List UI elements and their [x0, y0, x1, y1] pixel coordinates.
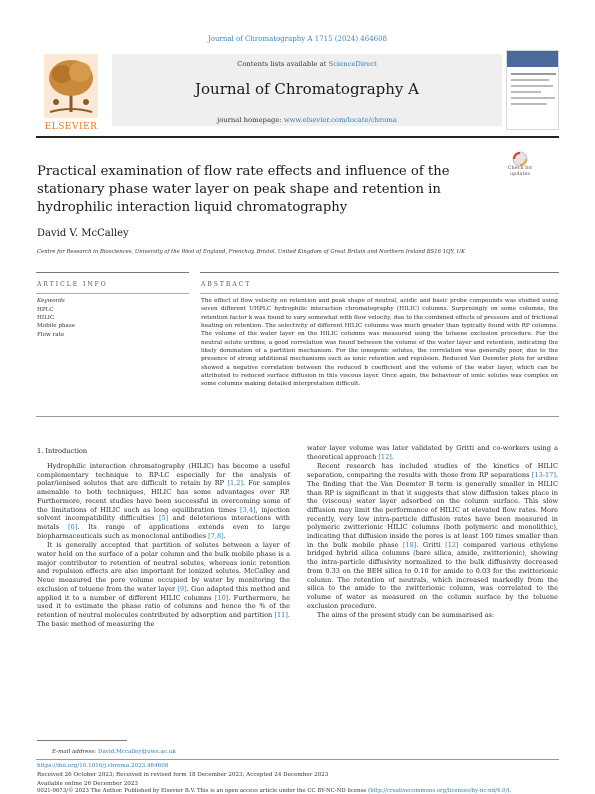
paragraph-text: . The finding that the Van Deemter B term is generally smaller in HILIC than RP is significant in that it suggests that slow diffusion takes place in the (viscous) water layer adsorbed on the column surface. This slow diffusion may limit the performance of HILIC at elevated flow rates. More recently, very low intra-particle diffusion rates have been measured in polymeric zwitterionic HILIC columns (both polymeric and monolithic), indicating that diffusion inside the pores is at least 100 times smaller than in the bulk mobile phase [307, 471, 558, 549]
paragraph-text: . Its range of applications extends even to large biopharmaceuticals such as monoclonal antibodies [37, 522, 290, 540]
paragraph-text: . Gritti [416, 540, 446, 549]
journal-homepage-line [112, 116, 502, 124]
journal-homepage-link[interactable]: www.elsevier.com/locate/chroma [283, 116, 397, 124]
paragraph-text: water layer volume was later validated by Gritti and co-workers using a theoretical approach [307, 444, 558, 461]
article-info-heading: ARTICLE INFO [37, 281, 108, 288]
body-paragraph [37, 541, 290, 628]
footer-rule [36, 759, 559, 760]
email-link[interactable]: David.Mccalley@uwe.ac.uk [97, 749, 176, 755]
abstract-subrule [200, 293, 559, 294]
check-for-updates-label[interactable]: Check for updates [507, 165, 533, 177]
citation-link[interactable]: [13-17] [531, 471, 556, 480]
citation-link[interactable]: [18] [402, 540, 417, 549]
license-prefix: 0021-9673/© 2023 The Author. Published by Elsevier B.V. This is an open access article under the CC BY-NC-ND license ( [37, 788, 371, 794]
article-title: Practical examination of flow rate effects and influence of the stationary phase water layer on peak shape and retention in hydrophilic interaction liquid chromatography [37, 164, 450, 215]
body-left-column [37, 462, 290, 629]
doi-link[interactable]: https://doi.org/10.1016/j.chroma.2023.464608 [37, 763, 169, 769]
citation-link[interactable]: [5] [158, 514, 169, 523]
citation-link[interactable]: [9] [177, 584, 187, 593]
sciencedirect-link[interactable]: ScienceDirect [328, 60, 377, 68]
abstract-rule [200, 272, 559, 273]
article-info-subrule [36, 293, 189, 294]
abstract-heading: ABSTRACT [201, 281, 252, 288]
contents-availability-line [112, 60, 502, 68]
paragraph-text: . The basic method of measuring the [37, 610, 290, 628]
footnote-divider [37, 740, 127, 741]
paragraph-text: . [391, 452, 394, 461]
body-paragraph [307, 462, 558, 610]
elsevier-wordmark: ELSEVIER [44, 122, 98, 132]
keyword-item: HILIC [37, 315, 55, 322]
body-paragraph [307, 611, 558, 620]
author-name[interactable]: David V. McCalley [37, 228, 129, 239]
author-affiliation: Centre for Research in Biosciences, University of the West of England, Frenchay, Bristol, United Kingdom of Great Britain and Northern Ireland BS16 1QY, UK [37, 249, 466, 255]
paragraph-text: compared various ethylene bridged hybrid silica columns (bare silica, amide, zwitterionic), showing the intra-particle diffusivity normalized to the bulk diffusivity decreased from 0.33 on the BEH silica to 0.10 for amide to 0.03 for the zwitterionic column. The retention of neutrals, which increased markedly from the silica to the amide to the zwitterionic column, was correlated to the volume of water as measured on the column surface by the toluene exclusion procedure. [307, 540, 558, 610]
available-online-date: Available online 26 December 2023 [37, 781, 138, 787]
homepage-prefix: journal homepage: [217, 116, 284, 124]
journal-title: Journal of Chromatography A [194, 80, 419, 98]
paragraph-text: and deleterious interactions with metals [37, 514, 290, 531]
keyword-item: Flow rate [37, 331, 65, 338]
paragraph-text: It is generally accepted that partition of solutes between a layer of water held on the surface of a polar column and the bulk mobile phase is a major contributor to retention of neutral solutes, whereas ionic retention and repulsion effects are also important for ionized solutes. McCalley and Neue measured the pore volume occupied by water by monitoring the exclusion of toluene from the water layer [37, 541, 290, 593]
paragraph-text: . Furthermore, he used it to estimate the phase ratio of columns and hence the % of the retention of neutral molecules contributed by adsorption and partition [37, 593, 290, 619]
citation-link[interactable]: [11] [274, 610, 288, 619]
keyword-item: Mobile phase [37, 323, 76, 330]
journal-cover-thumbnail [506, 50, 559, 130]
license-suffix: ). [507, 788, 512, 794]
section-heading-introduction: 1. Introduction [37, 447, 88, 455]
license-statement [37, 788, 557, 794]
paragraph-text: The aims of the present study can be summarised as: [317, 611, 495, 620]
body-paragraph [37, 462, 290, 540]
body-paragraph [307, 444, 558, 461]
contents-prefix: Contents lists available at [237, 60, 329, 68]
header-rule [36, 136, 559, 138]
citation-link[interactable]: [6] [67, 522, 78, 531]
citation-link[interactable]: [7,8] [208, 531, 224, 540]
citation-link[interactable]: [1,2] [227, 479, 243, 488]
license-link[interactable]: http://creativecommons.org/licenses/by-nc-nd/4.0/ [370, 788, 508, 794]
abstract-text: The effect of flow velocity on retention and peak shape of neutral, acidic and basic probe compounds was studied using seven different UHPLC hydrophilic interaction chromatography (HILIC) columns. Surprisingly on some columns, the retention factor k was found to vary somewhat with flow velocity, due to the combined effects of pressure and of frictional heating on retention. The selectivity of different HILIC columns was much greater than typically found with RP columns. The volume of the water layer on the HILIC columns was measured using the toluene exclusion procedure. For the neutral solute uridine, a good correlation was found between the volume of the water layer and retention, indicating the likely domination of a partition mechanism. For the ionogenic solutes, the correlation was generally poor, due to the presence of strong additional mechanisms such as ionic retention and repulsion. Reduced Van Deemter plots for uridine showed a negative correlation between the reduced b coefficient and the volume of the water layer, which can be attributed to reduced surface diffusion in this viscous layer. Once again, the behaviour of ionic solutes was complex on some columns making detailed interpretation difficult. [201, 298, 558, 388]
citation-link[interactable]: [10] [214, 593, 229, 602]
received-dates: Received 26 October 2023; Received in revised form 18 December 2023; Accepted 24 December 2023 [37, 772, 329, 778]
body-right-column [307, 444, 558, 621]
citation-link[interactable]: [3,4] [240, 505, 256, 514]
paragraph-text: . Guo adapted this method and applied it to a number of different HILIC columns [37, 584, 291, 602]
abstract-bottom-rule [36, 416, 559, 417]
citation-link[interactable]: [12] [378, 452, 392, 461]
journal-reference[interactable]: Journal of Chromatography A 1715 (2024) 464608 [207, 35, 388, 43]
keywords-label: Keywords [37, 298, 65, 304]
article-info-rule [36, 272, 189, 273]
paragraph-text: , injection solvent incompatibility difficulties [37, 505, 290, 523]
paragraph-text: Recent research has included studies of the kinetics of HILIC separation, comparing the results with those from RP separations [307, 462, 558, 480]
keyword-item: HPLC [37, 307, 54, 313]
paragraph-text: . For samples amenable to both techniques, HILIC has some advantages over RP. Furthermore, recent studies have been successful in overcoming some of the limitations of HILIC such as long equilibration times [37, 479, 290, 514]
corresponding-email-footnote [52, 749, 176, 755]
citation-link[interactable]: [12] [445, 540, 459, 549]
paragraph-text: . [223, 531, 226, 540]
keywords-list [37, 306, 75, 339]
email-label: E-mail address: [52, 749, 97, 755]
paragraph-text: Hydrophilic interaction chromatography (HILIC) has become a useful complementary technique to RP-LC especially for the analysis of polar/ionised solutes that are difficult to retain by RP [37, 462, 290, 488]
